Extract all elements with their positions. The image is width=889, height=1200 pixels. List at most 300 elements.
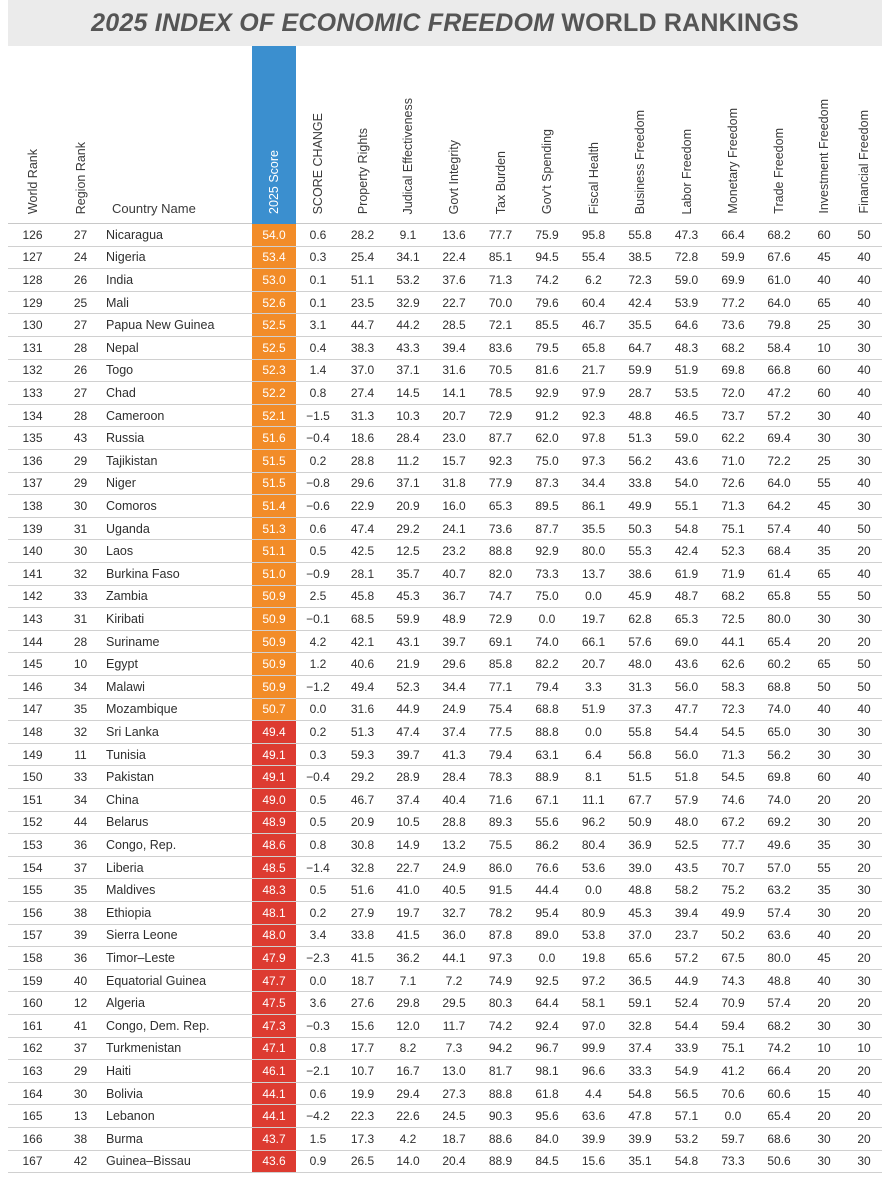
cell-labor-freedom: 51.9 (674, 363, 699, 378)
cell-country-name: Tajikistan (106, 453, 158, 468)
table-header (8, 46, 882, 224)
column-header-label: Monetary Freedom (725, 108, 740, 214)
cell-govt-integrity: 41.3 (442, 747, 466, 762)
cell-govt-integrity: 13.0 (442, 1063, 466, 1078)
cell-investment-freedom: 65 (817, 657, 831, 672)
cell-fiscal-health: 0.0 (585, 589, 602, 604)
cell-property-rights: 18.7 (350, 973, 375, 988)
cell-monetary-freedom: 52.3 (721, 544, 745, 559)
cell-score-change: 0.0 (309, 973, 327, 988)
column-header-2025-score (252, 46, 296, 224)
cell-world-rank: 135 (22, 431, 43, 446)
cell-financial-freedom: 20 (857, 860, 871, 875)
cell-labor-freedom: 57.2 (674, 950, 699, 965)
table-row (8, 812, 882, 835)
cell-region-rank: 38 (73, 1131, 88, 1146)
cell-property-rights: 29.6 (350, 476, 375, 491)
cell-govt-integrity: 13.2 (442, 837, 466, 852)
cell-fiscal-health: 19.8 (581, 950, 606, 965)
cell-property-rights: 33.8 (350, 928, 375, 943)
cell-score-change: 0.1 (309, 272, 327, 287)
cell-financial-freedom: 20 (857, 815, 871, 830)
cell-monetary-freedom: 58.3 (721, 679, 745, 694)
cell-gov-t-spending: 92.5 (535, 973, 559, 988)
cell-investment-freedom: 55 (817, 476, 831, 491)
cell-property-rights: 27.9 (350, 905, 375, 920)
cell-country-name: Lebanon (106, 1109, 155, 1124)
cell-govt-integrity: 24.9 (442, 860, 466, 875)
cell-gov-t-spending: 95.6 (535, 1109, 559, 1124)
cell-region-rank: 37 (73, 860, 88, 875)
cell-region-rank: 39 (73, 928, 88, 943)
cell-gov-t-spending: 96.7 (535, 1041, 559, 1056)
column-header-label: Gov't Spending (539, 128, 554, 214)
column-header-country-name (104, 46, 252, 224)
cell-property-rights: 45.8 (350, 589, 375, 604)
cell-fiscal-health: 92.3 (581, 408, 606, 423)
cell-world-rank: 167 (22, 1154, 43, 1169)
cell-fiscal-health: 97.9 (581, 385, 606, 400)
cell-labor-freedom: 54.4 (674, 724, 699, 739)
cell-world-rank: 162 (22, 1041, 43, 1056)
cell-gov-t-spending: 74.2 (535, 272, 559, 287)
cell-gov-t-spending: 79.4 (535, 679, 559, 694)
cell-labor-freedom: 59.0 (674, 431, 699, 446)
cell-trade-freedom: 68.4 (767, 544, 791, 559)
cell-country-name: Congo, Rep. (106, 837, 177, 852)
cell-fiscal-health: 15.6 (581, 1154, 606, 1169)
cell-2025-score: 49.4 (252, 721, 296, 743)
cell-govt-integrity: 27.3 (442, 1086, 466, 1101)
cell-trade-freedom: 57.4 (767, 521, 791, 536)
cell-monetary-freedom: 67.5 (721, 950, 745, 965)
cell-judical-effectiveness: 41.5 (396, 928, 420, 943)
cell-financial-freedom: 20 (857, 544, 871, 559)
table-row (8, 789, 882, 812)
cell-property-rights: 51.3 (350, 724, 375, 739)
cell-2025-score: 48.3 (252, 879, 296, 901)
cell-fiscal-health: 11.1 (582, 792, 605, 807)
table-row (8, 608, 882, 631)
cell-tax-burden: 75.4 (488, 702, 513, 717)
table-row (8, 450, 882, 473)
cell-govt-integrity: 39.4 (442, 340, 466, 355)
cell-region-rank: 35 (73, 883, 88, 898)
cell-region-rank: 30 (73, 544, 88, 559)
table-row (8, 857, 882, 880)
cell-property-rights: 42.1 (350, 634, 375, 649)
cell-property-rights: 10.7 (350, 1063, 375, 1078)
cell-judical-effectiveness: 53.2 (396, 272, 420, 287)
cell-govt-integrity: 48.9 (442, 611, 466, 626)
cell-world-rank: 153 (22, 837, 43, 852)
cell-region-rank: 27 (73, 318, 88, 333)
cell-world-rank: 136 (22, 453, 43, 468)
cell-tax-burden: 72.9 (488, 408, 513, 423)
cell-monetary-freedom: 73.7 (721, 408, 745, 423)
cell-gov-t-spending: 74.0 (535, 634, 559, 649)
cell-monetary-freedom: 54.5 (721, 770, 745, 785)
cell-financial-freedom: 20 (857, 634, 871, 649)
cell-financial-freedom: 40 (857, 250, 871, 265)
cell-score-change: 0.9 (309, 1154, 327, 1169)
cell-judical-effectiveness: 43.3 (396, 340, 420, 355)
cell-business-freedom: 37.3 (628, 702, 652, 717)
cell-govt-integrity: 16.0 (442, 498, 466, 513)
cell-investment-freedom: 25 (817, 453, 831, 468)
cell-region-rank: 28 (73, 408, 88, 423)
cell-property-rights: 22.9 (350, 498, 375, 513)
cell-investment-freedom: 60 (817, 770, 831, 785)
cell-gov-t-spending: 79.5 (535, 340, 559, 355)
cell-monetary-freedom: 77.2 (721, 295, 745, 310)
cell-fiscal-health: 58.1 (581, 996, 606, 1011)
cell-tax-burden: 72.1 (488, 318, 513, 333)
cell-fiscal-health: 97.3 (581, 453, 606, 468)
cell-judical-effectiveness: 36.2 (396, 950, 420, 965)
title-part-2: WORLD RANKINGS (561, 8, 799, 37)
cell-property-rights: 47.4 (350, 521, 375, 536)
table-row (8, 292, 882, 315)
cell-investment-freedom: 30 (817, 1018, 831, 1033)
cell-property-rights: 41.5 (350, 950, 375, 965)
cell-judical-effectiveness: 29.4 (396, 1086, 420, 1101)
table-row (8, 518, 882, 541)
cell-business-freedom: 56.2 (628, 453, 652, 468)
cell-monetary-freedom: 69.8 (721, 363, 745, 378)
cell-fiscal-health: 20.7 (581, 657, 606, 672)
cell-financial-freedom: 40 (857, 476, 871, 491)
cell-region-rank: 43 (73, 431, 88, 446)
cell-business-freedom: 36.9 (628, 837, 652, 852)
cell-financial-freedom: 40 (857, 702, 871, 717)
cell-country-name: Belarus (106, 815, 149, 830)
cell-world-rank: 165 (22, 1109, 43, 1124)
cell-judical-effectiveness: 12.5 (396, 544, 420, 559)
table-row (8, 1038, 882, 1061)
column-header-tax-burden (477, 46, 524, 224)
cell-world-rank: 157 (22, 928, 43, 943)
cell-labor-freedom: 51.8 (674, 770, 699, 785)
cell-financial-freedom: 20 (857, 1109, 871, 1124)
column-header-fiscal-health (570, 46, 617, 224)
cell-monetary-freedom: 59.7 (721, 1131, 745, 1146)
cell-labor-freedom: 42.4 (674, 544, 699, 559)
cell-2025-score: 50.9 (252, 586, 296, 608)
table-row (8, 1083, 882, 1106)
cell-country-name: Equatorial Guinea (106, 973, 207, 988)
cell-financial-freedom: 30 (857, 453, 871, 468)
cell-labor-freedom: 43.6 (674, 453, 699, 468)
cell-region-rank: 11 (74, 747, 87, 762)
cell-score-change: −0.3 (306, 1018, 330, 1033)
cell-trade-freedom: 67.6 (767, 250, 791, 265)
cell-business-freedom: 59.9 (628, 363, 652, 378)
cell-2025-score: 52.1 (252, 405, 296, 427)
cell-region-rank: 34 (73, 679, 88, 694)
cell-labor-freedom: 54.4 (674, 1018, 699, 1033)
cell-tax-burden: 74.2 (488, 1018, 513, 1033)
cell-govt-integrity: 31.8 (442, 476, 466, 491)
cell-business-freedom: 35.5 (628, 318, 652, 333)
cell-labor-freedom: 72.8 (674, 250, 699, 265)
cell-fiscal-health: 6.2 (585, 272, 602, 287)
cell-fiscal-health: 53.8 (581, 928, 606, 943)
cell-judical-effectiveness: 28.4 (396, 431, 420, 446)
cell-govt-integrity: 22.7 (442, 295, 466, 310)
cell-world-rank: 132 (22, 363, 43, 378)
cell-world-rank: 139 (22, 521, 43, 536)
cell-score-change: 0.1 (309, 295, 327, 310)
cell-financial-freedom: 40 (857, 363, 871, 378)
cell-trade-freedom: 49.6 (767, 837, 791, 852)
column-header-label: Financial Freedom (856, 110, 871, 214)
cell-country-name: Cameroon (106, 408, 165, 423)
cell-financial-freedom: 30 (857, 340, 871, 355)
cell-trade-freedom: 65.0 (767, 724, 791, 739)
cell-region-rank: 13 (73, 1109, 88, 1124)
cell-financial-freedom: 30 (857, 1018, 871, 1033)
cell-2025-score: 48.0 (252, 925, 296, 947)
cell-2025-score: 50.9 (252, 608, 296, 630)
cell-2025-score: 50.9 (252, 631, 296, 653)
cell-financial-freedom: 20 (857, 928, 871, 943)
cell-investment-freedom: 30 (817, 724, 831, 739)
cell-property-rights: 15.6 (350, 1018, 375, 1033)
cell-gov-t-spending: 75.9 (535, 227, 559, 242)
cell-tax-burden: 82.0 (488, 566, 513, 581)
cell-country-name: Mozambique (106, 702, 178, 717)
cell-region-rank: 31 (73, 611, 88, 626)
cell-score-change: 0.3 (309, 250, 327, 265)
cell-gov-t-spending: 92.9 (535, 544, 559, 559)
cell-investment-freedom: 30 (817, 815, 831, 830)
cell-govt-integrity: 34.4 (442, 679, 466, 694)
cell-monetary-freedom: 74.6 (721, 792, 745, 807)
cell-judical-effectiveness: 59.9 (396, 611, 420, 626)
cell-gov-t-spending: 95.4 (535, 905, 559, 920)
cell-business-freedom: 47.8 (628, 1109, 652, 1124)
cell-investment-freedom: 20 (817, 634, 831, 649)
cell-property-rights: 28.8 (350, 453, 375, 468)
cell-gov-t-spending: 92.9 (535, 385, 559, 400)
cell-judical-effectiveness: 14.9 (396, 837, 420, 852)
cell-judical-effectiveness: 32.9 (396, 295, 420, 310)
cell-investment-freedom: 35 (817, 837, 831, 852)
cell-govt-integrity: 20.7 (442, 408, 466, 423)
cell-gov-t-spending: 75.0 (535, 589, 559, 604)
cell-fiscal-health: 96.6 (581, 1063, 606, 1078)
cell-tax-burden: 71.6 (488, 792, 513, 807)
cell-2025-score: 47.5 (252, 992, 296, 1014)
cell-score-change: 0.5 (309, 815, 327, 830)
cell-fiscal-health: 46.7 (581, 318, 606, 333)
cell-score-change: 0.5 (309, 544, 327, 559)
cell-world-rank: 147 (22, 702, 43, 717)
cell-score-change: 1.5 (309, 1131, 327, 1146)
cell-country-name: Togo (106, 363, 134, 378)
cell-monetary-freedom: 77.7 (721, 837, 745, 852)
cell-tax-burden: 71.3 (488, 272, 513, 287)
column-header-label: Judical Effectiveness (400, 97, 415, 214)
cell-country-name: Nigeria (106, 250, 146, 265)
cell-judical-effectiveness: 10.5 (396, 815, 420, 830)
cell-trade-freedom: 74.0 (767, 702, 791, 717)
cell-region-rank: 24 (73, 250, 88, 265)
cell-monetary-freedom: 72.3 (721, 702, 745, 717)
cell-country-name: Maldives (106, 883, 156, 898)
cell-investment-freedom: 40 (817, 272, 831, 287)
cell-business-freedom: 64.7 (628, 340, 652, 355)
cell-fiscal-health: 80.4 (581, 837, 606, 852)
cell-trade-freedom: 56.2 (767, 747, 791, 762)
cell-govt-integrity: 37.6 (442, 272, 466, 287)
column-header-label: Govt Integrity (446, 139, 461, 214)
cell-govt-integrity: 14.1 (442, 385, 466, 400)
cell-gov-t-spending: 0.0 (538, 950, 556, 965)
cell-world-rank: 164 (22, 1086, 43, 1101)
cell-tax-burden: 94.2 (488, 1041, 513, 1056)
cell-business-freedom: 55.8 (628, 227, 652, 242)
cell-investment-freedom: 55 (817, 589, 831, 604)
table-row (8, 337, 882, 360)
cell-tax-burden: 88.8 (488, 1086, 513, 1101)
cell-region-rank: 41 (73, 1018, 88, 1033)
cell-labor-freedom: 56.0 (674, 747, 699, 762)
cell-financial-freedom: 30 (857, 747, 871, 762)
cell-property-rights: 17.3 (350, 1131, 375, 1146)
cell-2025-score: 44.1 (252, 1083, 296, 1105)
cell-fiscal-health: 3.3 (585, 679, 602, 694)
cell-world-rank: 138 (22, 498, 43, 513)
cell-score-change: 0.2 (309, 724, 327, 739)
cell-world-rank: 143 (22, 611, 43, 626)
cell-investment-freedom: 30 (817, 408, 831, 423)
cell-monetary-freedom: 68.2 (721, 589, 745, 604)
cell-investment-freedom: 60 (817, 227, 831, 242)
cell-govt-integrity: 36.0 (442, 928, 466, 943)
cell-monetary-freedom: 71.0 (721, 453, 745, 468)
table-row (8, 744, 882, 767)
cell-gov-t-spending: 88.9 (535, 770, 559, 785)
cell-score-change: 0.6 (309, 227, 327, 242)
cell-tax-burden: 77.5 (488, 724, 513, 739)
column-header-judical-effectiveness (385, 46, 431, 224)
cell-tax-burden: 88.9 (488, 1154, 513, 1169)
cell-business-freedom: 50.3 (628, 521, 652, 536)
cell-business-freedom: 48.8 (628, 408, 652, 423)
cell-investment-freedom: 40 (817, 702, 831, 717)
cell-property-rights: 37.0 (350, 363, 375, 378)
cell-gov-t-spending: 76.6 (535, 860, 559, 875)
cell-gov-t-spending: 84.5 (535, 1154, 559, 1169)
cell-score-change: 0.3 (309, 747, 327, 762)
cell-trade-freedom: 80.0 (767, 611, 791, 626)
cell-country-name: Timor–Leste (106, 950, 176, 965)
table-row (8, 699, 882, 722)
cell-investment-freedom: 45 (817, 250, 831, 265)
table-row (8, 247, 882, 270)
cell-fiscal-health: 99.9 (581, 1041, 606, 1056)
cell-govt-integrity: 24.1 (442, 521, 466, 536)
cell-region-rank: 40 (73, 973, 88, 988)
cell-score-change: −0.1 (306, 611, 330, 626)
cell-trade-freedom: 63.6 (767, 928, 791, 943)
column-header-investment-freedom (802, 46, 846, 224)
cell-investment-freedom: 60 (817, 385, 831, 400)
column-header-business-freedom (617, 46, 663, 224)
cell-trade-freedom: 66.8 (767, 363, 791, 378)
cell-2025-score: 46.1 (252, 1060, 296, 1082)
cell-property-rights: 32.8 (350, 860, 375, 875)
cell-score-change: 4.2 (309, 634, 327, 649)
cell-judical-effectiveness: 14.0 (396, 1154, 420, 1169)
cell-financial-freedom: 40 (857, 272, 871, 287)
cell-govt-integrity: 40.7 (442, 566, 466, 581)
cell-gov-t-spending: 81.6 (535, 363, 559, 378)
table-row (8, 1015, 882, 1038)
cell-world-rank: 140 (22, 544, 43, 559)
cell-investment-freedom: 20 (817, 996, 831, 1011)
cell-trade-freedom: 65.8 (767, 589, 791, 604)
cell-monetary-freedom: 67.2 (721, 815, 745, 830)
cell-trade-freedom: 57.2 (767, 408, 791, 423)
cell-business-freedom: 67.7 (628, 792, 652, 807)
cell-monetary-freedom: 44.1 (721, 634, 745, 649)
cell-judical-effectiveness: 34.1 (396, 250, 420, 265)
cell-region-rank: 10 (73, 657, 88, 672)
cell-financial-freedom: 40 (857, 566, 871, 581)
cell-gov-t-spending: 63.1 (535, 747, 559, 762)
cell-score-change: 0.6 (309, 1086, 327, 1101)
cell-fiscal-health: 51.9 (581, 702, 606, 717)
cell-business-freedom: 57.6 (628, 634, 652, 649)
cell-country-name: Egypt (106, 657, 138, 672)
cell-region-rank: 42 (73, 1154, 88, 1169)
cell-investment-freedom: 40 (817, 973, 831, 988)
cell-business-freedom: 42.4 (628, 295, 652, 310)
table-row (8, 427, 882, 450)
cell-business-freedom: 49.9 (628, 498, 652, 513)
cell-judical-effectiveness: 29.8 (396, 996, 420, 1011)
cell-world-rank: 155 (22, 883, 43, 898)
cell-world-rank: 160 (22, 996, 43, 1011)
cell-monetary-freedom: 71.3 (721, 747, 745, 762)
cell-tax-burden: 85.1 (488, 250, 513, 265)
cell-govt-integrity: 40.5 (442, 883, 466, 898)
cell-region-rank: 29 (73, 453, 88, 468)
cell-govt-integrity: 22.4 (442, 250, 466, 265)
cell-labor-freedom: 55.1 (674, 498, 699, 513)
cell-score-change: 2.5 (309, 589, 327, 604)
cell-labor-freedom: 43.5 (674, 860, 699, 875)
table-row (8, 631, 882, 654)
cell-labor-freedom: 46.5 (674, 408, 699, 423)
cell-tax-burden: 83.6 (488, 340, 513, 355)
cell-score-change: 0.5 (309, 792, 327, 807)
cell-world-rank: 158 (22, 950, 43, 965)
cell-fiscal-health: 66.1 (581, 634, 606, 649)
cell-monetary-freedom: 71.3 (721, 498, 745, 513)
cell-business-freedom: 39.0 (628, 860, 652, 875)
cell-monetary-freedom: 68.2 (721, 340, 745, 355)
cell-trade-freedom: 61.4 (767, 566, 791, 581)
cell-country-name: Suriname (106, 634, 160, 649)
cell-monetary-freedom: 70.9 (721, 996, 745, 1011)
table-row (8, 676, 882, 699)
cell-labor-freedom: 52.5 (674, 837, 699, 852)
cell-govt-integrity: 44.1 (442, 950, 466, 965)
